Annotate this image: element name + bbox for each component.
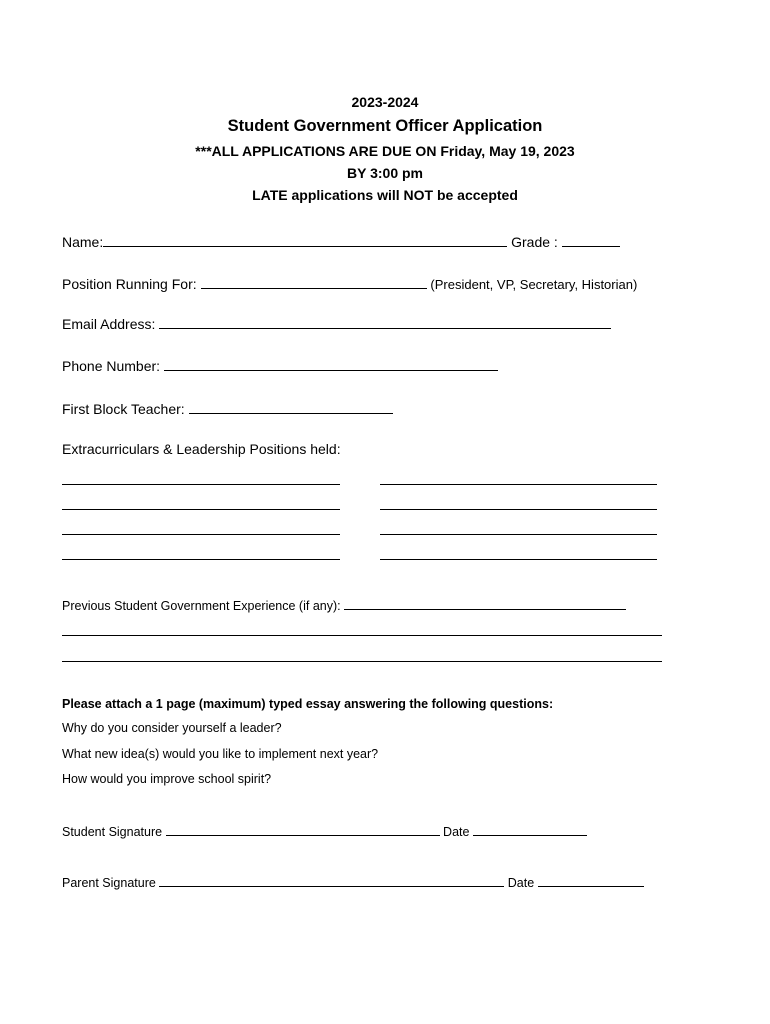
late-notice: LATE applications will NOT be accepted xyxy=(252,187,518,203)
student-date-label: Date xyxy=(443,825,470,839)
parent-signature-field[interactable] xyxy=(159,873,504,887)
due-time-notice: BY 3:00 pm xyxy=(347,165,423,181)
previous-experience-line-3[interactable] xyxy=(62,661,662,662)
student-signature-row xyxy=(62,822,587,839)
extracurricular-field-8[interactable] xyxy=(380,559,657,560)
extracurricular-field-3[interactable] xyxy=(62,509,340,510)
phone-row xyxy=(62,357,498,374)
essay-instruction: Please attach a 1 page (maximum) typed essay answering the following questions: xyxy=(62,697,554,711)
extracurricular-field-7[interactable] xyxy=(62,559,340,560)
extracurricular-field-5[interactable] xyxy=(62,534,340,535)
extracurricular-field-6[interactable] xyxy=(380,534,657,535)
essay-question-2: What new idea(s) would you like to implement next year? xyxy=(62,747,379,761)
parent-signature-row xyxy=(62,873,644,890)
parent-date-field[interactable] xyxy=(538,873,644,887)
email-row xyxy=(62,315,611,332)
form-year: 2023-2024 xyxy=(351,94,419,110)
previous-experience-row xyxy=(62,596,626,613)
extracurricular-field-4[interactable] xyxy=(380,509,657,510)
position-label: Position Running For: xyxy=(62,276,197,292)
previous-experience-line-2[interactable] xyxy=(62,635,662,636)
essay-question-3: How would you improve school spirit? xyxy=(62,772,272,786)
position-hint: (President, VP, Secretary, Historian) xyxy=(430,277,638,292)
student-signature-label: Student Signature xyxy=(62,825,163,839)
extracurricular-field-1[interactable] xyxy=(62,484,340,485)
phone-label: Phone Number: xyxy=(62,358,161,374)
previous-experience-label: Previous Student Government Experience (if any): xyxy=(62,599,341,613)
position-field[interactable] xyxy=(201,275,427,289)
name-field[interactable] xyxy=(103,233,507,247)
teacher-row xyxy=(62,400,393,417)
student-date-field[interactable] xyxy=(473,822,587,836)
extracurriculars-label: Extracurriculars & Leadership Positions held: xyxy=(62,441,341,457)
name-label: Name: xyxy=(62,234,104,250)
phone-field[interactable] xyxy=(164,357,498,371)
previous-experience-field[interactable] xyxy=(344,596,626,610)
form-title: Student Government Officer Application xyxy=(227,117,543,135)
email-field[interactable] xyxy=(159,315,611,329)
extracurricular-field-2[interactable] xyxy=(380,484,657,485)
parent-signature-label: Parent Signature xyxy=(62,876,156,890)
grade-label: Grade : xyxy=(511,234,558,250)
teacher-label: First Block Teacher: xyxy=(62,401,185,417)
email-label: Email Address: xyxy=(62,316,156,332)
teacher-field[interactable] xyxy=(189,400,393,414)
student-signature-field[interactable] xyxy=(166,822,440,836)
due-date-notice: ***ALL APPLICATIONS ARE DUE ON Friday, May 19, 2023 xyxy=(195,143,575,159)
essay-question-1: Why do you consider yourself a leader? xyxy=(62,721,282,735)
name-grade-row xyxy=(62,233,620,250)
position-row xyxy=(62,275,637,292)
grade-field[interactable] xyxy=(562,233,620,247)
parent-date-label: Date xyxy=(507,876,535,890)
